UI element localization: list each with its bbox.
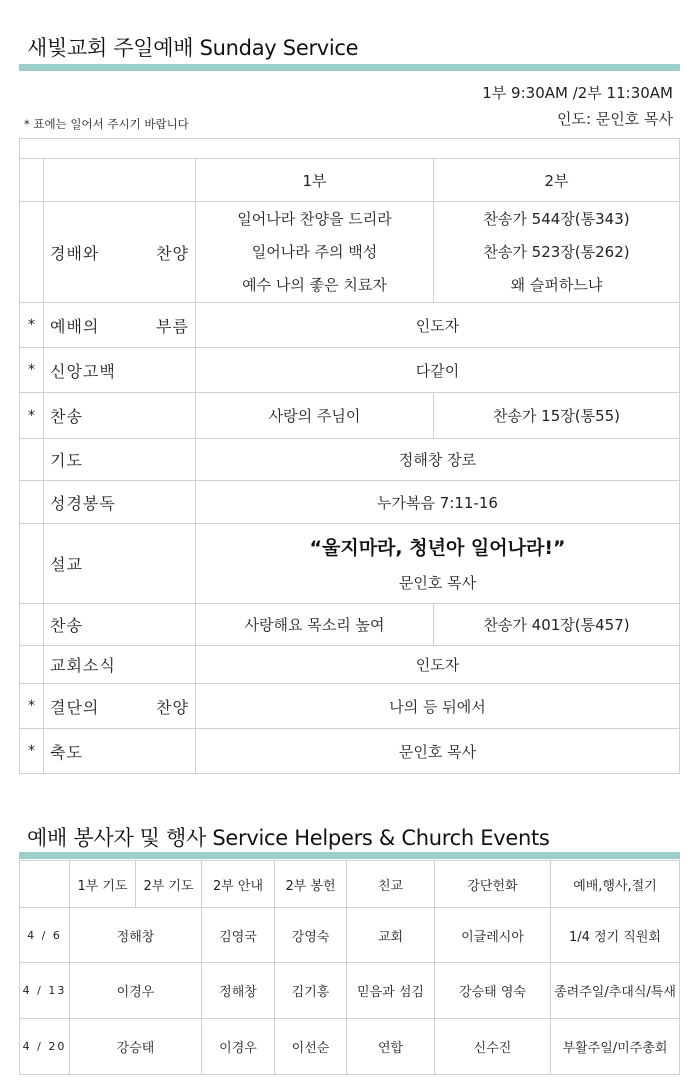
item-value: 누가복음 7:11-16 [196, 481, 680, 524]
spacer-cell [20, 139, 680, 159]
item-value: 인도자 [196, 303, 680, 348]
fellowship-cell: 믿음과 섬김 [347, 963, 435, 1019]
table-row [20, 202, 680, 303]
item-label: 찬송 [44, 393, 196, 439]
fellowship-cell: 교회 [347, 908, 435, 963]
star-cell [20, 202, 44, 303]
table-row [20, 348, 680, 393]
item-header-cell [44, 159, 196, 202]
praise-first-song: 일어나라 찬양을 드리라 [237, 209, 392, 228]
item-value: 나의 등 뒤에서 [196, 684, 680, 729]
order-of-worship-table [19, 138, 680, 774]
table-row [20, 393, 680, 439]
events-cell: 종려주일/추대식/특새 [551, 963, 680, 1019]
praise-first-song: 일어나라 주의 백성 [251, 242, 378, 261]
item-value-first: 사랑해요 목소리 높여 [196, 604, 434, 646]
table-row [20, 439, 680, 481]
star-cell: * [20, 684, 44, 729]
date-cell: 4 / 13 [20, 963, 70, 1019]
usher-cell: 정해창 [202, 963, 275, 1019]
item-value-first: 사랑의 주님이 [196, 393, 434, 439]
helpers-header-row [20, 861, 680, 908]
prayer-cell: 강승태 [70, 1019, 202, 1075]
item-value-second: 찬송가 401장(통457) [434, 604, 680, 646]
item-label: 신앙고백 [44, 348, 196, 393]
prayer-cell: 이경우 [70, 963, 202, 1019]
item-value: 정해창 장로 [196, 439, 680, 481]
date-cell: 4 / 20 [20, 1019, 70, 1075]
table-header-row [20, 159, 680, 202]
page-title: 새빛교회 주일예배 Sunday Service [27, 36, 359, 60]
helpers-title: 예배 봉사자 및 행사 Service Helpers & Church Events [27, 826, 550, 850]
usher-cell: 이경우 [202, 1019, 275, 1075]
service-helpers-table [19, 860, 680, 1075]
service-times-block [482, 80, 673, 132]
item-label: 기도 [44, 439, 196, 481]
column-header: 2부 안내 [202, 861, 275, 908]
table-row [20, 684, 680, 729]
item-value-second: 찬송가 15장(통55) [434, 393, 680, 439]
table-row [20, 1019, 680, 1075]
worship-leader: 인도: 문인호 목사 [556, 110, 673, 128]
preacher-name: 문인호 목사 [398, 573, 477, 592]
flowers-cell: 신수진 [435, 1019, 551, 1075]
column-header: 예배,행사,절기 [551, 861, 680, 908]
star-cell [20, 604, 44, 646]
item-label: 교회소식 [44, 646, 196, 684]
item-label: 성경봉독 [44, 481, 196, 524]
offering-cell: 김기흥 [275, 963, 347, 1019]
table-row [20, 963, 680, 1019]
table-row [20, 729, 680, 774]
offering-cell: 강영숙 [275, 908, 347, 963]
sermon-title: “울지마라, 청년아 일어나라!” [309, 536, 566, 559]
standing-note: * 표에는 일어서 주시기 바랍니다 [24, 117, 189, 131]
table-row [20, 646, 680, 684]
date-header-cell [20, 861, 70, 908]
table-row [20, 604, 680, 646]
date-cell: 4 / 6 [20, 908, 70, 963]
column-header: 1부 기도 [70, 861, 136, 908]
star-cell: * [20, 303, 44, 348]
item-value: 문인호 목사 [196, 729, 680, 774]
prayer-cell: 정해창 [70, 908, 202, 963]
star-cell: * [20, 729, 44, 774]
first-service-header: 1부 [196, 159, 434, 202]
praise-first-cell [196, 202, 434, 303]
item-label: 찬송 [44, 604, 196, 646]
item-label: 결단의 찬양 [44, 684, 196, 729]
item-label: 예배의 부름 [44, 303, 196, 348]
star-cell [20, 524, 44, 604]
column-header: 2부 봉헌 [275, 861, 347, 908]
praise-second-cell [434, 202, 680, 303]
praise-second-song: 찬송가 544장(통343) [483, 209, 630, 228]
item-value: 인도자 [196, 646, 680, 684]
column-header: 2부 기도 [136, 861, 202, 908]
star-cell [20, 439, 44, 481]
item-value: 다같이 [196, 348, 680, 393]
fellowship-cell: 연합 [347, 1019, 435, 1075]
table-row [20, 481, 680, 524]
sermon-cell [196, 524, 680, 604]
flowers-cell: 강승태 영숙 [435, 963, 551, 1019]
star-cell [20, 646, 44, 684]
column-header: 강단헌화 [435, 861, 551, 908]
star-header-cell [20, 159, 44, 202]
praise-first-song: 예수 나의 좋은 치료자 [242, 275, 387, 294]
helpers-divider [19, 852, 680, 859]
praise-second-song: 왜 슬퍼하느냐 [510, 275, 603, 294]
item-label: 경배와 찬양 [44, 202, 196, 303]
offering-cell: 이선순 [275, 1019, 347, 1075]
item-label: 축도 [44, 729, 196, 774]
star-cell: * [20, 393, 44, 439]
flowers-cell: 이글레시아 [435, 908, 551, 963]
second-service-header: 2부 [434, 159, 680, 202]
table-spacer-row [20, 139, 680, 159]
item-label: 설교 [44, 524, 196, 604]
table-row [20, 908, 680, 963]
table-row [20, 524, 680, 604]
service-times: 1부 9:30AM /2부 11:30AM [482, 84, 673, 102]
table-row [20, 303, 680, 348]
star-cell [20, 481, 44, 524]
events-cell: 1/4 정기 직원회 [551, 908, 680, 963]
usher-cell: 김영국 [202, 908, 275, 963]
column-header: 친교 [347, 861, 435, 908]
title-divider [19, 64, 680, 71]
events-cell: 부활주일/미주총회 [551, 1019, 680, 1075]
star-cell: * [20, 348, 44, 393]
praise-second-song: 찬송가 523장(통262) [483, 242, 630, 261]
